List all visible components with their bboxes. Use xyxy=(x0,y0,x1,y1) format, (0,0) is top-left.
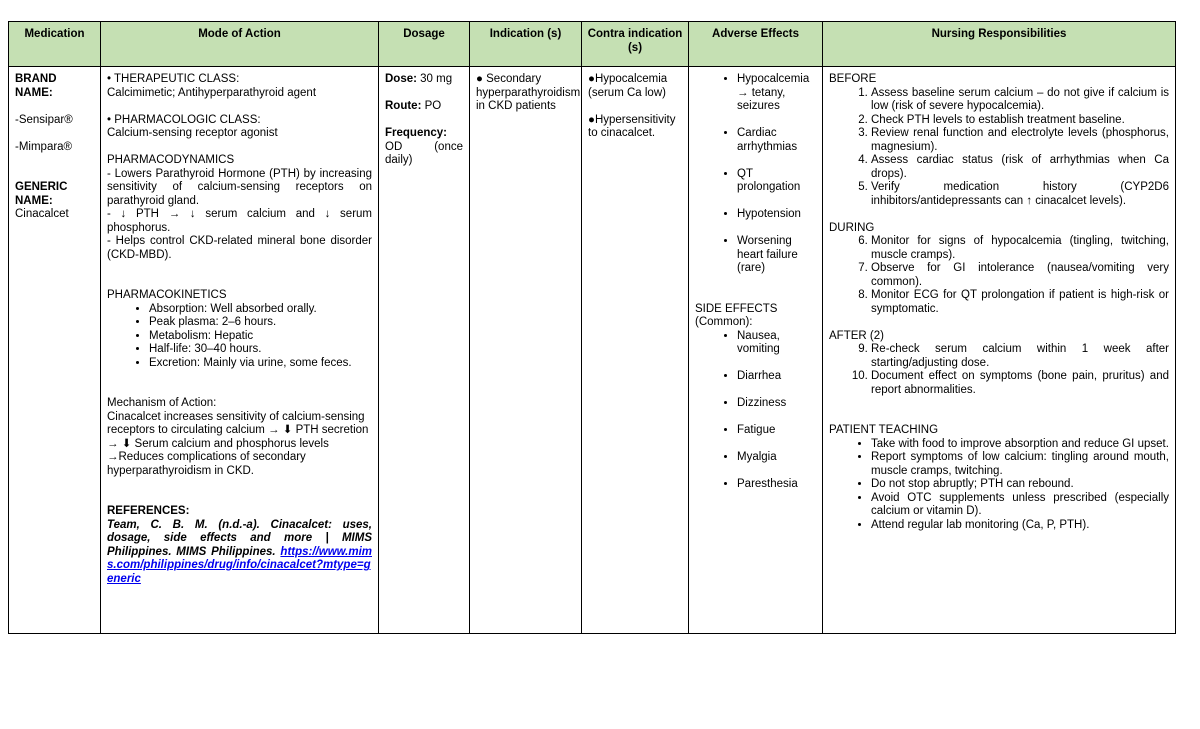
side-effects-list xyxy=(695,330,816,492)
pharmacodynamics-line: - Helps control CKD-related mineral bone disorder (CKD-MBD). xyxy=(107,235,372,261)
medication-cell xyxy=(9,67,101,634)
list-item: 6. Monitor for signs of hypocalcemia (tingling, twitching, muscle cramps). xyxy=(871,235,1169,262)
contraindication-item: ●Hypersensitivity to cinacalcet. xyxy=(588,113,676,139)
header-mode-of-action: Mode of Action xyxy=(101,22,379,67)
dose-label: Dose: xyxy=(385,73,417,85)
pharmacodynamics-label: PHARMACODYNAMICS xyxy=(107,154,235,166)
list-item: • Take with food to improve absorption and reduce GI upset. xyxy=(871,438,1169,452)
nursing-cell xyxy=(823,67,1176,634)
after-list xyxy=(829,343,1169,397)
pharmacologic-class-value: Calcium-sensing receptor agonist xyxy=(107,127,278,139)
patient-teaching-label: PATIENT TEACHING xyxy=(829,424,939,436)
list-item: • Peak plasma: 2–6 hours. xyxy=(149,316,372,330)
list-item: • QT prolongation xyxy=(737,168,816,195)
list-item: • Dizziness xyxy=(737,397,816,411)
list-item: • Metabolism: Hepatic xyxy=(149,330,372,344)
side-effects-label: SIDE EFFECTS (Common): xyxy=(695,302,778,328)
route-label: Route: xyxy=(385,100,422,112)
dosage-cell xyxy=(379,67,470,634)
list-item: • Do not stop abruptly; PTH can rebound. xyxy=(871,478,1169,492)
brand-name-sensipar: -Sensipar® xyxy=(15,113,73,126)
list-item: 7. Observe for GI intolerance (nausea/vomiting very common). xyxy=(871,262,1169,289)
header-adverse-effects: Adverse Effects xyxy=(689,22,823,67)
list-item: • Cardiac arrhythmias xyxy=(737,127,816,154)
route-value: PO xyxy=(421,100,442,112)
list-item: • Nausea, vomiting xyxy=(737,330,816,357)
list-item: • Report symptoms of low calcium: tingling around mouth, muscle cramps, twitching. xyxy=(871,451,1169,478)
header-row xyxy=(9,22,1176,67)
therapeutic-class-label: • THERAPEUTIC CLASS: xyxy=(107,73,240,85)
header-indications: Indication (s) xyxy=(470,22,582,67)
pharmacokinetics-label: PHARMACOKINETICS xyxy=(107,289,227,301)
during-label: DURING xyxy=(829,221,875,234)
pharmacokinetics-list xyxy=(107,303,372,371)
generic-name: Cinacalcet xyxy=(15,208,69,220)
list-item: • Paresthesia xyxy=(737,478,816,492)
list-item: • Worsening heart failure (rare) xyxy=(737,235,816,276)
pharmacodynamics-line: - ↓ PTH → ↓ serum calcium and ↓ serum phosphorus. xyxy=(107,208,372,234)
list-item: • Excretion: Mainly via urine, some feces. xyxy=(149,357,372,371)
route-line xyxy=(385,100,463,114)
list-item: • Diarrhea xyxy=(737,370,816,384)
list-item: 2. Check PTH levels to establish treatment baseline. xyxy=(871,114,1169,128)
content-row xyxy=(9,67,1176,634)
list-item: • Hypotension xyxy=(737,208,816,222)
list-item: 10. Document effect on symptoms (bone pain, pruritus) and report abnormalities. xyxy=(871,370,1169,397)
list-item: • Avoid OTC supplements unless prescribed (especially calcium or vitamin D). xyxy=(871,492,1169,519)
list-item: 5. Verify medication history (CYP2D6 inhibitors/antidepressants can ↑ cinacalcet levels). xyxy=(871,181,1169,208)
header-medication: Medication xyxy=(9,22,101,67)
brand-name-label: BRAND NAME: xyxy=(15,73,57,99)
mechanism-label: Mechanism of Action: xyxy=(107,397,217,409)
frequency-value: OD (once daily) xyxy=(385,140,463,166)
adverse-effects-cell xyxy=(689,67,823,634)
list-item: • Half-life: 30–40 hours. xyxy=(149,343,372,357)
frequency-label: Frequency: xyxy=(385,127,447,139)
patient-teaching-list xyxy=(829,438,1169,533)
before-list xyxy=(829,87,1169,209)
list-item: • Attend regular lab monitoring (Ca, P, PTH). xyxy=(871,519,1169,533)
list-item: • Myalgia xyxy=(737,451,816,465)
indication-cell xyxy=(470,67,582,634)
after-label: AFTER (2) xyxy=(829,329,884,342)
references-label: REFERENCES: xyxy=(107,505,190,517)
reference-entry xyxy=(107,519,372,587)
list-item: • Hypocalcemia → tetany, seizures xyxy=(737,73,816,114)
during-list xyxy=(829,235,1169,316)
adverse-effects-list xyxy=(695,73,816,276)
dose-value: 30 mg xyxy=(416,73,453,85)
mode-of-action-cell xyxy=(101,67,379,634)
reference-link[interactable]: https://www.mims.com/philippines/drug/info/cinacalcet?mtype=generic xyxy=(107,545,372,585)
dose-line xyxy=(385,73,463,87)
indication-text: ● Secondary hyperparathyroidism in CKD patients xyxy=(476,73,581,112)
header-nursing-responsibilities: Nursing Responsibilities xyxy=(823,22,1176,67)
drug-study-table xyxy=(8,21,1176,634)
reference-text: Team, C. B. M. (n.d.-a). Cinacalcet: uses, dosage, side effects and more | MIMS Philippines. MIMS Philippines. xyxy=(107,518,372,558)
generic-name-label: GENERIC NAME: xyxy=(15,181,68,207)
pharmacodynamics-line: - Lowers Parathyroid Hormone (PTH) by increasing sensitivity of calcium-sensing receptors on parathyroid gland. xyxy=(107,167,372,207)
list-item: 8. Monitor ECG for QT prolongation if patient is high-risk or symptomatic. xyxy=(871,289,1169,316)
therapeutic-class-value: Calcimimetic; Antihyperparathyroid agent xyxy=(107,86,317,99)
pharmacologic-class-label: • PHARMACOLOGIC CLASS: xyxy=(107,113,261,126)
list-item: 4. Assess cardiac status (risk of arrhythmias when Ca drops). xyxy=(871,154,1169,181)
list-item: 3. Review renal function and electrolyte levels (phosphorus, magnesium). xyxy=(871,127,1169,154)
header-dosage: Dosage xyxy=(379,22,470,67)
contraindication-cell xyxy=(582,67,689,634)
contraindication-item: ●Hypocalcemia (serum Ca low) xyxy=(588,73,668,99)
list-item: • Fatigue xyxy=(737,424,816,438)
mechanism-text: Cinacalcet increases sensitivity of calcium-sensing receptors to circulating calcium → ⬇ PTH secretion → ⬇ Serum calcium and phosphorus levels →Reduces complications of secondary hyperparathyroidism in CKD. xyxy=(107,410,369,477)
list-item: 9. Re-check serum calcium within 1 week after starting/adjusting dose. xyxy=(871,343,1169,370)
list-item: 1. Assess baseline serum calcium – do not give if calcium is low (risk of severe hypocalcemia). xyxy=(871,87,1169,114)
brand-name-mimpara: -Mimpara® xyxy=(15,140,73,153)
header-contraindications: Contra indication (s) xyxy=(582,22,689,67)
list-item: • Absorption: Well absorbed orally. xyxy=(149,303,372,317)
before-label: BEFORE xyxy=(829,73,877,85)
